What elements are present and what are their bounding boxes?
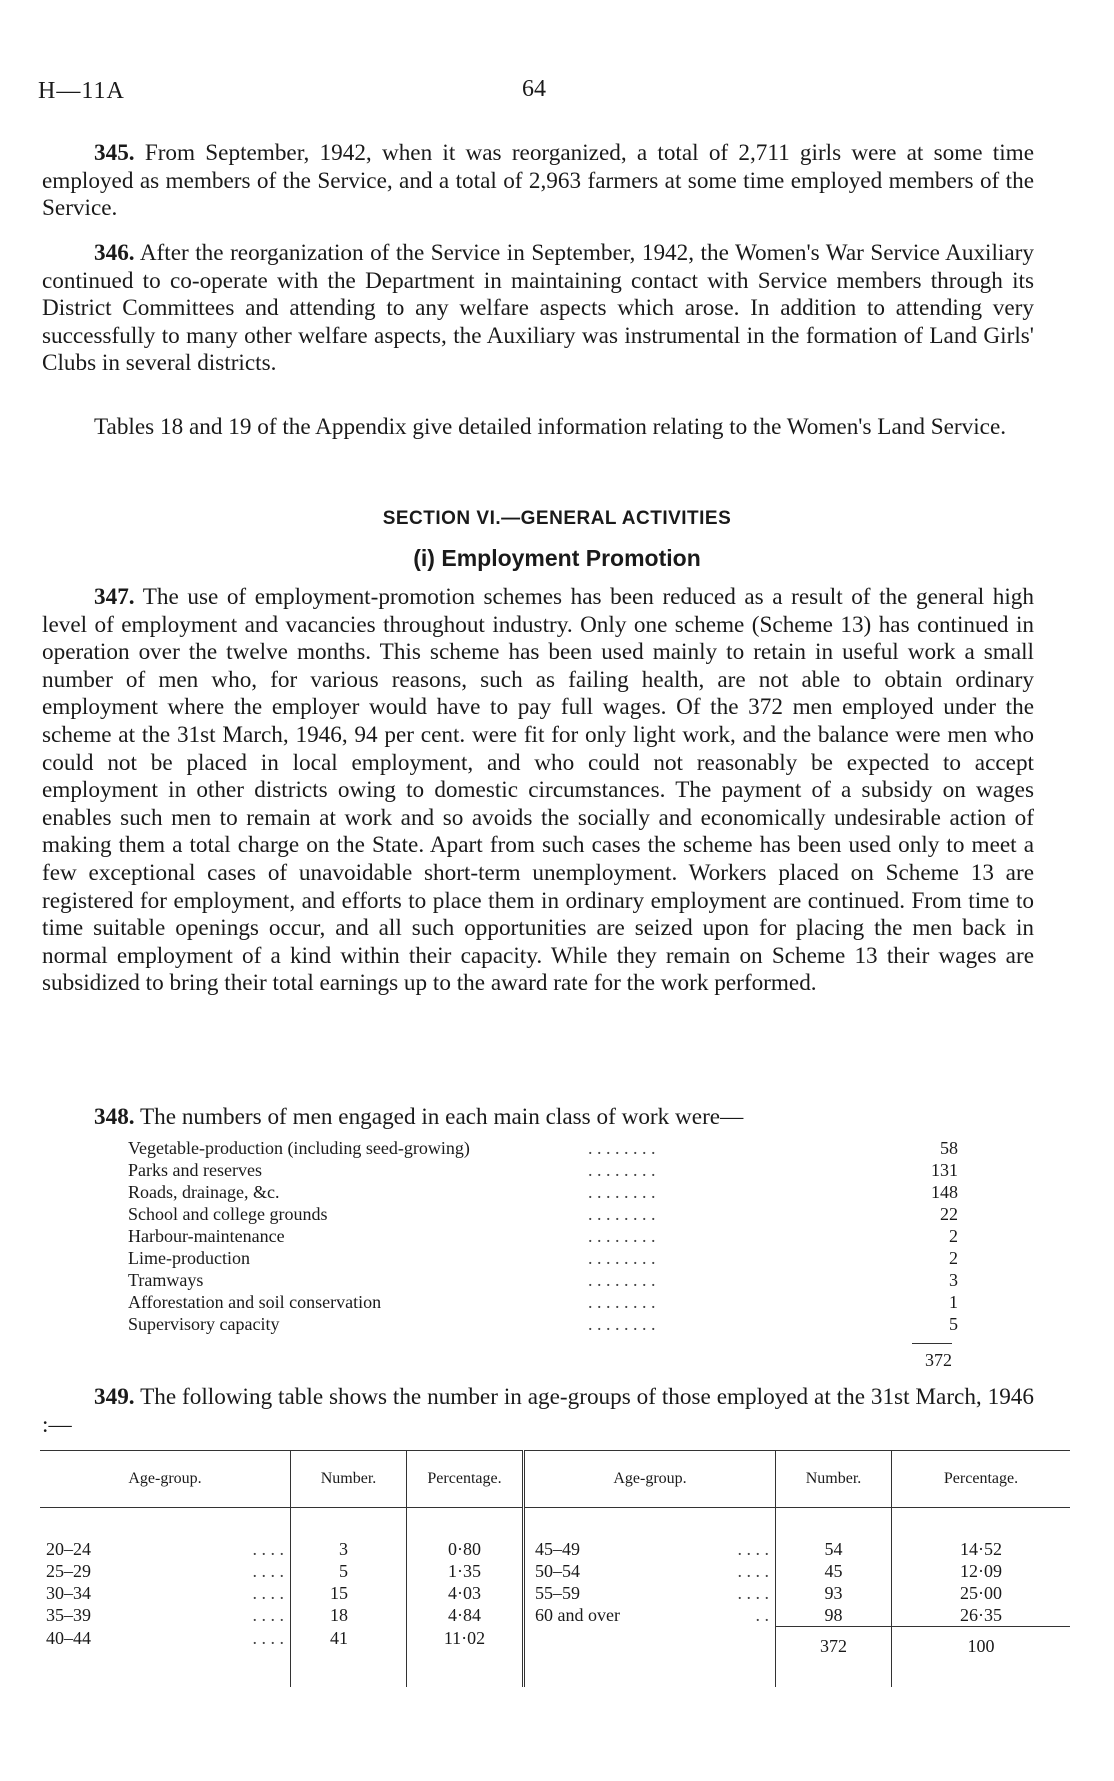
age-group-cell [524, 1560, 776, 1582]
age-group-value: 40–44 [46, 1627, 91, 1648]
number-cell: 5 [291, 1560, 407, 1582]
work-class-value: 131 [931, 1160, 958, 1180]
leader-dots: . . . . . . . . [588, 1204, 656, 1224]
list-item [128, 1181, 958, 1203]
paragraph-number: 345. [94, 140, 135, 166]
work-class-value: 2 [949, 1248, 958, 1268]
table-row [40, 1560, 1070, 1582]
empty-cell [40, 1657, 291, 1687]
paragraph-text: Tables 18 and 19 of the Appendix give detailed information relating to the Women's Land Service. [94, 414, 1007, 440]
list-item [128, 1203, 958, 1225]
work-class-label: Tramways [128, 1269, 209, 1291]
paragraph-number: 346. [94, 240, 135, 266]
empty-cell [524, 1627, 776, 1658]
list-item [128, 1225, 958, 1247]
leader-dots: . . . . [737, 1539, 769, 1559]
paragraph-text: After the reorganization of the Service in September, 1942, the Women's War Service Auxiliary continued to co-operate with the Department in maintaining contact with Service members through its District Committees and attending to any welfare aspects which arose. In addition to attending very successfully to many other welfare aspects, the Auxiliary was instrumental in the formation of Land Girls' Clubs in several districts. [42, 240, 1034, 377]
paragraph-appendix-tables [42, 414, 1034, 442]
column-header-percentage: Percentage. [407, 1451, 524, 1508]
paragraph-346 [42, 240, 1034, 378]
percentage-cell: 14·52 [960, 1539, 1002, 1559]
percentage-cell: 11·02 [407, 1627, 524, 1658]
list-item [128, 1291, 958, 1313]
total-percentage-cell: 100 [892, 1627, 1071, 1658]
leader-dots: . . . . [252, 1627, 284, 1648]
work-class-value: 2 [949, 1226, 958, 1246]
empty-cell [524, 1657, 776, 1687]
age-group-value: 60 and over [535, 1605, 620, 1625]
leader-dots: . . . . . . . . [588, 1292, 656, 1312]
table-row [40, 1627, 1070, 1658]
work-class-label: Supervisory capacity [128, 1313, 285, 1335]
paragraph-349 [42, 1384, 1034, 1439]
paragraph-345 [42, 140, 1034, 223]
table-header-row [40, 1451, 1070, 1508]
percentage-cell: 26·35 [960, 1605, 1002, 1625]
age-group-cell [40, 1582, 291, 1604]
list-item [128, 1269, 958, 1291]
number-cell: 15 [291, 1582, 407, 1604]
table-row-spacer [40, 1657, 1070, 1687]
number-cell: 45 [776, 1560, 892, 1582]
section-title: SECTION VI.—GENERAL ACTIVITIES [382, 508, 732, 529]
total-rule [912, 1343, 952, 1344]
age-group-cell [40, 1560, 291, 1582]
empty-cell [291, 1657, 407, 1687]
table-row [40, 1604, 1070, 1627]
leader-dots: . . . . [737, 1583, 769, 1603]
paragraph-number: 349. [94, 1384, 135, 1410]
paragraph-number: 347. [94, 584, 135, 610]
age-group-cell [524, 1508, 776, 1561]
paragraph-text: From September, 1942, when it was reorganized, a total of 2,711 girls were at some time employed as members of the Service, and a total of 2,963 farmers at some time employed members of the Service. [42, 140, 1034, 222]
column-header-percentage: Percentage. [892, 1451, 1071, 1508]
column-header-number: Number. [291, 1451, 407, 1508]
age-group-cell [524, 1604, 776, 1627]
percentage-cell: 12·09 [960, 1561, 1002, 1581]
age-group-value: 45–49 [535, 1539, 580, 1559]
age-group-cell [40, 1508, 291, 1561]
age-group-cell [524, 1582, 776, 1604]
number-cell: 41 [291, 1627, 407, 1658]
age-group-value: 20–24 [46, 1539, 91, 1559]
percentage-cell: 4·03 [407, 1582, 524, 1604]
paragraph-text: The use of employment-promotion schemes has been reduced as a result of the general high level of employment and vacancies throughout industry. Only one scheme (Scheme 13) has continued in operation over the twelve months. This scheme has been used mainly to retain in useful work a small number of men who, for various reasons, such as failing health, are not able to obtain ordinary employment where the employer would have to pay full wages. Of the 372 men employed under the scheme at the 31st March, 1946, 94 per cent. were fit for only light work, and the balance were men who could not be placed in local employment, and who could not reasonably be expected to accept employment in other districts owing to domestic circumstances. The payment of a subsidy on wages enables such men to remain at work and so avoids the socially and economically undesirable action of making them a total charge on the State. Apart from such cases the scheme has been used only to meet a few exceptional cases of unavoidable short-term unemployment. Workers placed on Scheme 13 are registered for employment, and efforts to place them in ordinary employment are continued. From time to time suitable openings occur, and all such opportunities are seized upon for placing the men back in normal employment of a kind within their capacity. While they remain on Scheme 13 their wages are subsidized to bring their total earnings up to the award rate for the work performed. [42, 584, 1034, 997]
work-class-label: Harbour-maintenance [128, 1225, 291, 1247]
work-class-value: 1 [949, 1292, 958, 1312]
leader-dots: . . . . . . . . [588, 1160, 656, 1180]
page-number: 64 [522, 76, 546, 102]
work-class-label: Vegetable-production (including seed-growing) [128, 1137, 476, 1159]
leader-dots: . . . . [252, 1561, 284, 1581]
number-cell: 18 [291, 1604, 407, 1627]
paragraph-number: 348. [94, 1104, 135, 1130]
list-item [128, 1159, 958, 1181]
work-class-label: School and college grounds [128, 1203, 333, 1225]
report-reference: H—11A [38, 78, 125, 104]
list-item [128, 1313, 958, 1335]
number-cell: 98 [776, 1604, 892, 1627]
age-group-value: 30–34 [46, 1583, 91, 1603]
age-group-value: 35–39 [46, 1605, 91, 1625]
percentage-cell: 25·00 [960, 1583, 1002, 1603]
leader-dots: . . . . . . . . [588, 1138, 656, 1158]
empty-cell [892, 1657, 1071, 1687]
leader-dots: . . [755, 1605, 769, 1625]
number-cell: 3 [291, 1508, 407, 1561]
work-class-total: 372 [925, 1350, 952, 1370]
section-subtitle: (i) Employment Promotion [413, 545, 701, 571]
work-class-value: 5 [949, 1314, 958, 1334]
total-number-cell: 372 [776, 1627, 892, 1658]
list-item [128, 1247, 958, 1269]
leader-dots: . . . . . . . . [588, 1248, 656, 1268]
age-group-cell [40, 1627, 291, 1658]
table-row [40, 1582, 1070, 1604]
leader-dots: . . . . . . . . [588, 1314, 656, 1334]
work-class-value: 58 [940, 1138, 958, 1158]
work-class-label: Parks and reserves [128, 1159, 268, 1181]
number-cell: 54 [776, 1508, 892, 1561]
leader-dots: . . . . [252, 1539, 284, 1559]
age-group-cell [40, 1604, 291, 1627]
work-class-value: 22 [940, 1204, 958, 1224]
work-class-value: 148 [931, 1182, 958, 1202]
age-group-value: 50–54 [535, 1561, 580, 1581]
leader-dots: . . . . [252, 1605, 284, 1625]
percentage-cell: 4·84 [407, 1604, 524, 1627]
leader-dots: . . . . [737, 1561, 769, 1581]
paragraph-348 [42, 1104, 1034, 1132]
paragraph-347 [42, 584, 1034, 998]
column-header-age-group: Age-group. [40, 1451, 291, 1508]
work-class-value: 3 [949, 1270, 958, 1290]
work-class-list [128, 1137, 958, 1335]
empty-cell [407, 1657, 524, 1687]
work-class-label: Roads, drainage, &c. [128, 1181, 285, 1203]
percentage-cell: 0·80 [407, 1508, 524, 1561]
list-item [128, 1137, 958, 1159]
paragraph-text: The numbers of men engaged in each main class of work were— [139, 1104, 744, 1130]
age-group-value: 25–29 [46, 1561, 91, 1581]
table-row [40, 1508, 1070, 1561]
age-group-table [40, 1450, 1070, 1687]
column-header-age-group: Age-group. [524, 1451, 776, 1508]
leader-dots: . . . . [252, 1583, 284, 1603]
work-class-label: Afforestation and soil conservation [128, 1291, 387, 1313]
work-class-label: Lime-production [128, 1247, 256, 1269]
percentage-cell: 1·35 [407, 1560, 524, 1582]
empty-cell [776, 1657, 892, 1687]
age-group-value: 55–59 [535, 1583, 580, 1603]
paragraph-text: The following table shows the number in age-groups of those employed at the 31st March, 1946 :— [42, 1384, 1034, 1438]
number-cell: 93 [776, 1582, 892, 1604]
leader-dots: . . . . . . . . [588, 1270, 656, 1290]
column-header-number: Number. [776, 1451, 892, 1508]
leader-dots: . . . . . . . . [588, 1226, 656, 1246]
leader-dots: . . . . . . . . [588, 1182, 656, 1202]
